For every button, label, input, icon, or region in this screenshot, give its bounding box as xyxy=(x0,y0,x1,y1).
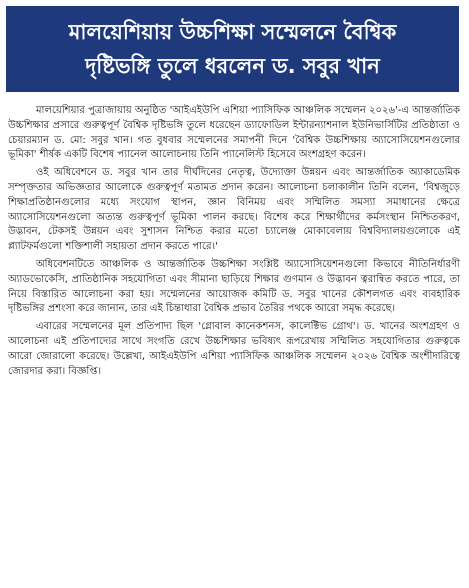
article-paragraph: ওই অধিবেশনে ড. সবুর খান তার দীর্ঘদিনের নেতৃত্ব, উদ্যোক্তা উন্নয়ন এবং আন্তর্জাতিক অ্যাকাডেমিক সম্পৃক্ততার অভিজ্ঞতার আলোকে গুরুত্বপূর্ণ মতামত প্রদান করেন। আলোচনা চলাকালীন তিনি বলেন, 'বিশ্বজুড়ে শিক্ষাপ্রতিষ্ঠানগুলোর মধ্যে সংযোগ স্থাপন, জ্ঞান বিনিময় এবং সম্মিলিত সমস্যা সমাধানের ক্ষেত্রে অ্যাসোসিয়েশনগুলো অত্যন্ত গুরুত্বপূর্ণ ভূমিকা পালন করছে। বিশেষ করে শিক্ষার্থীদের কর্মসংস্থান নিশ্চিতকরণ, উদ্ভাবন, টেকসই উন্নয়ন এবং সুশাসন নিশ্চিত করার মতো চ্যালেঞ্জ মোকাবেলায় বিশ্ববিদ্যালয়গুলোকে এই প্ল্যাটফর্মগুলো শক্তিশালী সহায়তা প্রদান করতে পারে।' xyxy=(8,167,460,253)
headline-line-1: মালয়েশিয়ায় উচ্চশিক্ষা সম্মেলনে বৈশ্বিক xyxy=(68,20,397,44)
article-paragraph: মালয়েশিয়ার পুত্রাজায়ায় অনুষ্ঠিত 'আইএইউপি এশিয়া প্যাসিফিক আঞ্চলিক সম্মেলন ২০২৬'-এ আন্তর্জাতিক উচ্চশিক্ষার প্রসারে গুরুত্বপূর্ণ বৈশ্বিক দৃষ্টিভঙ্গি তুলে ধরেছেন ড্যাফোডিল ইন্টারন্যাশনাল ইউনিভার্সিটির প্রতিষ্ঠাতা ও চেয়ারম্যান ড. মো: সবুর খান। গত বুধবার সম্মেলনের সমাপনী দিনে 'বৈশ্বিক উচ্চশিক্ষায় অ্যাসোসিয়েশনগুলোর ভূমিকা' শীর্ষক একটি বিশেষ প্যানেল আলোচনায় তিনি প্যানেলিস্ট হিসেবে অংশগ্রহণ করেন। xyxy=(8,105,460,161)
article-paragraph: অধিবেশনটিতে আঞ্চলিক ও আন্তর্জাতিক উচ্চশিক্ষা সংশ্লিষ্ট অ্যাসোসিয়েশনগুলো কিভাবে নীতিনির্ধারণী অ্যাডভোকেসি, প্রাতিষ্ঠানিক সহযোগিতা এবং সীমানা ছাড়িয়ে শিক্ষার গুণমান ও উদ্ভাবন ত্বরান্বিত করতে পারে, তা নিয়ে বিস্তারিত আলোচনা করা হয়। সম্মেলনের আয়োজক কমিটি ড. সবুর খানের কৌশলগত এবং ব্যবহারিক দৃষ্টিভঙ্গির প্রশংসা করে জানান, তার এই চিন্তাধারা বৈশ্বিক প্রভাব তৈরির পথকে আরো সমৃদ্ধ করেছে। xyxy=(8,258,460,315)
article-body xyxy=(8,104,460,382)
headline-banner xyxy=(6,6,459,92)
headline-line-2: দৃষ্টিভঙ্গি তুলে ধরলেন ড. সবুর খান xyxy=(85,54,380,78)
article-paragraph: এবারের সম্মেলনের মূল প্রতিপাদ্য ছিল 'গ্লোবাল কানেকশনস, কালেক্টিভ গ্রোথ'। ড. খানের অংশগ্রহণ ও আলোচনা এই প্রতিপাদ্যের সাথে সংগতি রেখে উচ্চশিক্ষার ভবিষ্যৎ রূপরেখায় সম্মিলিত সহযোগিতার গুরুত্বকে আরো জোরালো করেছে। উল্লেখ্য, আইএইউপি এশিয়া প্যাসিফিক আঞ্চলিক সম্মেলন ২০২৬ বৈশ্বিক অংশীদারিত্বে জোরদার করা। বিজ্ঞপ্তি। xyxy=(8,321,460,377)
